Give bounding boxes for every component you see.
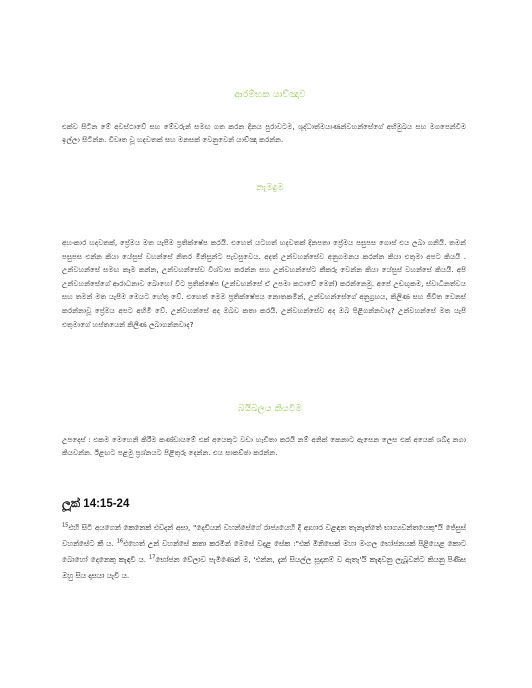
worship-heading: නැමදුම bbox=[256, 183, 284, 193]
verse-text: එහි සිටි අයගෙන් කෙනෙක් එවදන් අසා, "දෙවියන් වහන්සේගේ රාජ්‍යයෙහි දී ආහාර වළඳන තැනැත්තේ භාග්‍යවන්තයෙකු"යි ජේසුස් වහන්සේට කී ය. bbox=[62, 523, 466, 548]
verse-text: එහෙත් උන් වහන්සේ කතා කරමින් මෙසේ වදාළ සේක :"එක් මිනිසෙක් මහා මංගල භෝජනයක් පිළියෙළ කොට බොහෝ දෙනෙකු කැඳවී ය. bbox=[62, 539, 467, 564]
scripture-reference: ලූක් 14:15-24 bbox=[62, 498, 130, 510]
worship-text: අහංකාර හදවතක්, ප්‍රේමය මත යැපීම ප්‍රතික්ෂේප කරයි. එහෙත් යටහත් හදවතක් දිනපතා ප්‍රේමය පසුපස ගොස් එය ලබා ගනියි. තමන් පසුපස එන්න කියා යේසුස් වහන්සේ නිතර මිනිසුන්ට පැවසුවෙය. අදත් උන්වහන්සේව අනුගමනය කරන්න කියා එතුමා අපට කියයි . උන්වහන්සේ සමඟ කෑම කන්න, උන්වහන්සේව විශ්වාස කරන්න සහ උන්වහන්සේට කීකරු වෙන්න කියා යේසුස් වහන්සේ කියයි. අපි උන්වහන්සේගේ ආරාධනාව බොහෝ විට ප්‍රතික්ෂේප (උන්වහන්සේ ඒ උපමා කථාවේ මෙන්) කරන්නෙමු. අපේ උඩඟුකම, ස්වාධීනත්වය සහ තමන් මත යැපීම මෙයට හේතු වේ. එහෙත් මෙම ප්‍රතික්ෂේපය නොතකමින්, උන්වහන්සේගේ අනුග්‍රහය, කිලිණ සහ ජීවිත වෙනස් කරන්නාවූ ප්‍රේමය අපට අහිමි වේ. උන්වහන්සේ අද ඔබව කතා කරයි. උන්වහන්සේව අද ඔබ පිළිගන්නවාද? උන්වහන්සේ මත යැපී එතුමාගේ හස්තයෙන් කිලිණ ලබාගන්නවාද? bbox=[62, 238, 466, 329]
verse-number: 17 bbox=[149, 554, 156, 561]
verse-number: 16 bbox=[116, 538, 124, 545]
bible-reading-instructions: උපදෙස් : එකම මෙහෙනි කිරීම කණ්ඩායමේ එක් අයෙකුට වඩා හැඩිතා කරයි නම් අනික් කෙනාට ඇසෙන ලෙස එක් අයෙක් ශබ්ද නගා කියවන්න. ඊළඟට පළමු ප්‍රශ්නයට පිළිතුරු දෙන්න. එය සාකච්ඡා කරන්න. bbox=[62, 435, 466, 457]
verse-text: භෝජන වේලාව පැමිණෙන් ම, 'එන්න, දැන් සියල්ල සූදානම් ව ඇතැ'යි කැඳවනු ලැබූවන්ට කියනු පිණිස ඔහු සිය දාසයා යැවී ය. bbox=[62, 555, 466, 580]
bible-reading-heading: බයිබලය කියවීම bbox=[237, 404, 303, 414]
scripture-passage bbox=[62, 520, 466, 584]
verse-number: 15 bbox=[62, 522, 69, 529]
opening-prayer-text: එක්ව සිටින මේ අවස්ථාවේ සහ මේවරුන් සමඟ ගත කරන දිනය පුරාවටම, ශුද්ධාත්මයාණන්වහන්සේගේ අභිමුඛය සහ මගපෙන්වීම ඉල්ලා සිටින්න. විවෘත වූ හදවතක් සහ මනසක් වෙනුවෙන් යාච්ඤා කරන්න. bbox=[62, 122, 466, 144]
opening-prayer-heading: ආරම්භක යාච්ඤාව bbox=[234, 90, 306, 100]
